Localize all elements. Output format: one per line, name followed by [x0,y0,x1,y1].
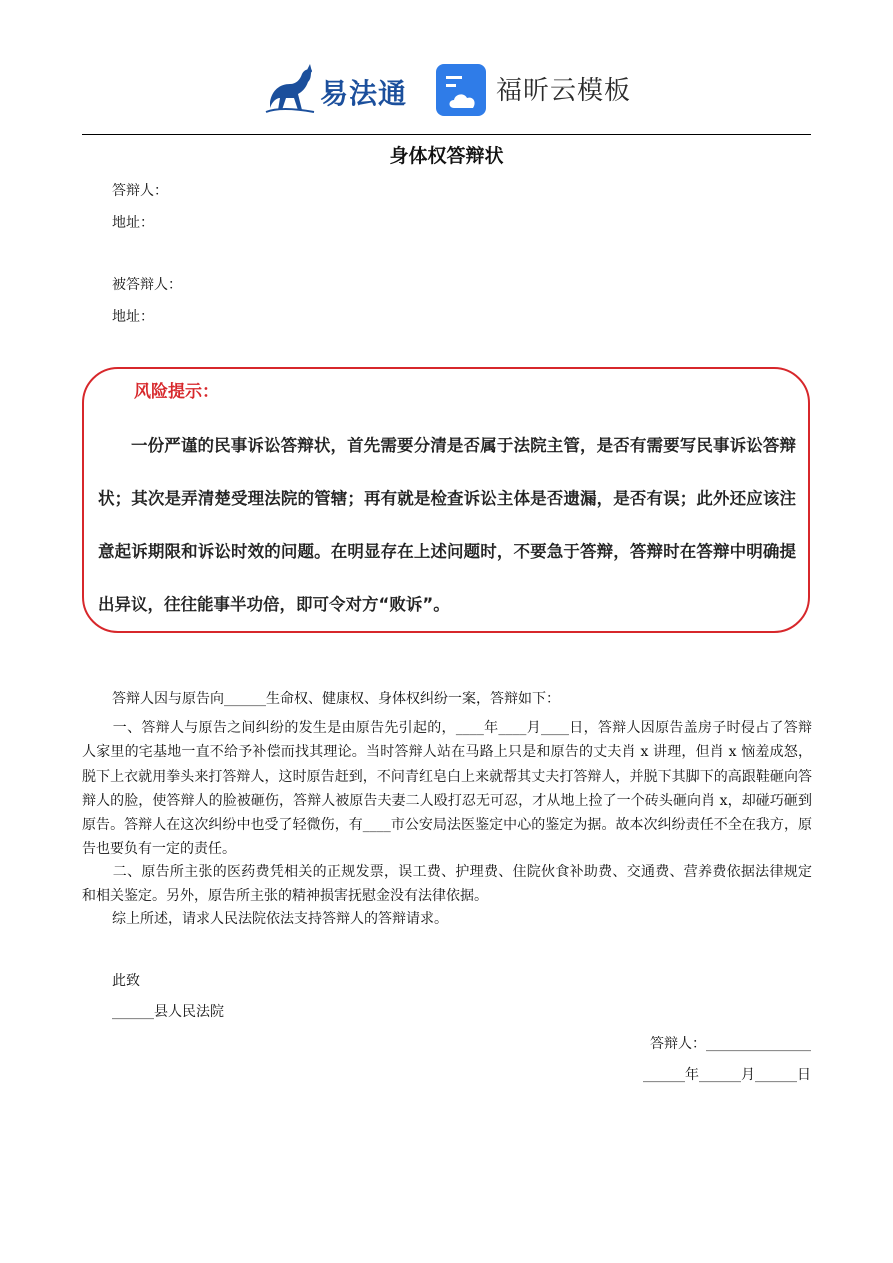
intro-text: 答辩人因与原告向______生命权、健康权、身体权纠纷一案，答辩如下： [112,691,560,707]
header [0,56,893,126]
plaintiff-label: 被答辩人： [112,277,182,293]
risk-body: 一份严谨的民事诉讼答辩状，首先需要分清是否属于法院主管，是否有需要写民事诉讼答辩状；其次是弄清楚受理法院的管辖；再有就是检查诉讼主体是否遗漏，是否有误；此外还应该注意起诉期限和诉讼时效的问题。在明显存在上述问题时，不要急于答辩，答辩时在答辩中明确提出异议，往往能事半功倍，即可令对方“败诉”。 [98,436,796,614]
court-name: ______县人民法院 [112,1004,224,1020]
conclusion-text: 综上所述，请求人民法院依法支持答辩人的答辩请求。 [112,911,448,927]
risk-warning-box [82,367,810,633]
plaintiff-address-label: 地址： [112,309,154,325]
paragraph-2: 二、原告所主张的医药费凭相关的正规发票，误工费、护理费、住院伙食补助费、交通费、营养费依据法律规定和相关鉴定。另外，原告所主张的精神损害抚慰金没有法律依据。 [82,864,812,905]
respondent-address-label: 地址： [112,215,154,231]
horse-emblem-icon [262,62,320,118]
salutation: 此致 [112,973,140,989]
respondent-label: 答辩人： [112,183,168,199]
foxit-cloud-icon [436,64,486,116]
logo2-text: 福昕云模板 [496,76,632,106]
yifatong-logo [262,62,412,118]
page-title: 身体权答辩状 [389,145,504,167]
risk-title: 风险提示： [134,382,219,402]
paragraph-1: 一、答辩人与原告之间纠纷的发生是由原告先引起的，____年____月____日，答辩人因原告盖房子时侵占了答辩人家里的宅基地一直不给予补偿而找其理论。当时答辩人站在马路上只是和原告的丈夫肖 x 讲理，但肖 x 恼羞成怒，脱下上衣就用拳头来打答辩人，这时原告赶到，不问青红皂白上来就帮其丈夫打答辩人，并脱下其脚下的高跟鞋砸向答辩人的脸，使答辩人的脸被砸伤，答辩人被原告夫妻二人殴打忍无可忍，才从地上捡了一个砖头砸向肖 x，却碰巧砸到原告。答辩人在这次纠纷中也受了轻微伤，有____市公安局法医鉴定中心的鉴定为据。故本次纠纷责任不全在我方，原告也要负有一定的责任。 [82,720,812,858]
logo1-text: 易法通 [320,77,408,110]
signature-line: 答辩人：_______________ [650,1036,811,1052]
header-divider [82,134,811,135]
date-line: ______年______月______日 [643,1067,811,1083]
